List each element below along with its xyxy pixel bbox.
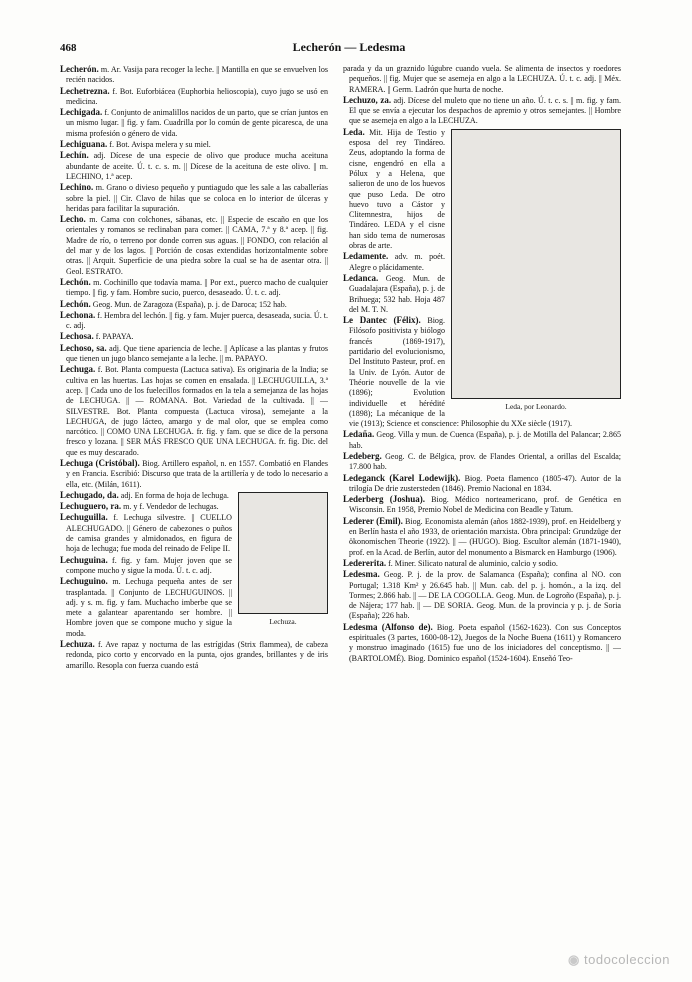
- dictionary-entry: [343, 95, 621, 127]
- entry-definition: adv. m. poét. Alegre o plácidamente.: [349, 252, 445, 272]
- entry-headword: Lechetrezna.: [60, 85, 110, 96]
- leda-illustration-image: [451, 129, 621, 399]
- watermark-icon: ◉: [568, 952, 584, 967]
- entry-definition: Biog. Médico norteamericano, prof. de Genética en Wisconsin. En 1958, Premio Nobel de Medicina con Beadle y Tatum.: [349, 495, 621, 515]
- entry-headword: Lechona.: [60, 309, 96, 320]
- entry-headword: Lechino.: [60, 182, 94, 193]
- dictionary-entry: [60, 214, 328, 277]
- entry-definition: f. Bot. Planta compuesta (Lactuca sativa). Es originaria de la India; se cultiva en las huertas. Las hojas se comen en ensalada. || LECHUGUILLA, 3.ª acep. || Cada uno de los fuelecillos formados en la tela a semejanza de las hojas de LECHUGA. || — ROMANA. Bot. Variedad de la cultivada. || — SILVESTRE. Bot. Planta compuesta (Lactuca virosa), semejante a la LECHUGA, de jugo lácteo, amargo y de mal olor, que se emplea como narcótico. || COMO UNA LECHUGA. fr. fig. y fam. que se dice de la persona fresco y lozana. || SER MÁS FRESCO QUE UNA LECHUGA. fr. fig. Dic. del que es muy descarado.: [66, 365, 328, 457]
- dictionary-entry: [343, 516, 621, 558]
- dictionary-entry: [60, 310, 328, 332]
- dictionary-entry: [60, 299, 328, 310]
- entry-definition: Geog. P. j. de la prov. de Salamanca (España); confina al NO. con Portugal; 1.318 Km² y 26.645 hab. || Mun. cab. del p. j. homón., a la izq. del Tormes; 2.866 hab. || — DE LA COGOLLA. Geog. Mun. de Logroño (España), p. j. de Nájera; 177 hab. || — DE SORIA. Geog. Mun. de la provincia y p. j. de Soria (España); 226 hab.: [349, 570, 621, 621]
- entry-definition: m. Cochinillo que todavía mama. || Por ext., puerco macho de cualquier tiempo. || fig. y fam. Hombre sucio, puerco, desaseado. Ú. t. c. adj.: [66, 277, 328, 298]
- entry-definition: Biog. Economista alemán (años 1882-1939), prof. en Heidelberg y en Berlín hasta el año 1933, de orientación marxista. Obra principal: Grundzüge der ökonomischen Theorie (1922). || — (HUGO). Biog. Escultor alemán (1871-1940), prof. en la Acad. de Berlín, autor del monumento a Bismarck en Hamburgo (1906).: [349, 516, 621, 557]
- entry-definition: f. Conjunto de animalillos nacidos de un parto, que se crían juntos en un mismo lugar. || fig. y fam. Cuadrilla por lo común de gente picaresca, de una misma profesión o género de vida.: [66, 108, 328, 138]
- entry-headword: Lechuza.: [60, 639, 95, 650]
- owl-illustration-caption: Lechuza.: [269, 616, 297, 626]
- owl-illustration-image: [238, 492, 328, 614]
- entry-definition: m. Cama con colchones, sábanas, etc. || Especie de escaño en que los orientales y romanos se reclinaban para comer. || CAMA, 7.ª y 8.ª acep. || fig. Madre de río, o terreno por donde corren sus aguas. || FONDO, con relación al del mar y de los lagos. || Porción de cosas extendidas horizontalmente sobre otras. || Arquit. Superficie de una piedra sobre la cual se ha de asentar otra. || Geol. ESTRATO.: [66, 215, 328, 276]
- entry-headword: Ledererita.: [343, 557, 387, 568]
- entry-definition: f. Bot. Euforbiácea (Euphorbia helioscopia), cuyo jugo se usó en medicina.: [66, 86, 328, 106]
- entry-definition: f. Ave rapaz y nocturna de las estrígidas (Strix flammea), de cabeza redonda, pico corto y encorvado en la punta, ojos grandes, brillantes y de iris amarillo. Resopla con fuerza cuando está: [66, 640, 328, 670]
- entry-headword: Lechín.: [60, 150, 89, 161]
- dictionary-entry: [60, 150, 328, 182]
- entry-definition: adj. Dícese de una especie de olivo que produce mucha aceituna abundante de aceite. Ú. t. c. s. m. || Dícese de la aceituna de este olivo. || m. LECHINO, 1.ª acep.: [66, 151, 328, 181]
- leda-illustration: [451, 129, 621, 412]
- entry-definition: adj. En forma de hoja de lechuga.: [120, 490, 229, 500]
- entry-headword: Lechuga (Cristóbal).: [60, 457, 140, 468]
- entry-definition: Biog. Poeta español (1562-1623). Con sus Conceptos espirituales (3 partes, 1600-08-12), Juegos de la Noche Buena (1611) y Romancero y monstruo imaginado (1615) fue uno de los iniciadores del conceptismo. || — (BARTOLOMÉ). Biog. Dominico español (1524-1604). Enseñó Teo-: [349, 622, 621, 663]
- entry-definition: m. Grano o divieso pequeño y puntiagudo que les sale a las caballerías sobre la piel. || Cir. Clavo de hilas que se coloca en lo interior de úlceras y heridas para facilitar la supuración.: [66, 183, 328, 213]
- dictionary-entry: [343, 64, 621, 95]
- entry-headword: Ledeberg.: [343, 450, 382, 461]
- entry-definition: m. Lechuga pequeña antes de ser trasplantada. || Conjunto de LECHUGUINOS. || adj. y s. m. fig. y fam. Muchacho imberbe que se mete a galantear aparentando ser hombre. || Hombre joven que se compone mucho y sigue la moda.: [66, 577, 232, 638]
- entry-headword: Ledamente.: [343, 251, 389, 262]
- dictionary-entry: [343, 558, 621, 569]
- entry-definition: f. Lechuga silvestre. || CUELLO ALECHUGADO. || Género de cabezones o puños de camisa grandes y almidonados, en figura de hoja de lechuga; fue moda del reinado de Felipe II.: [66, 513, 232, 554]
- dictionary-entry: [60, 64, 328, 86]
- entry-headword: Ledesma (Alfonso de).: [343, 621, 433, 632]
- entry-definition: f. Miner. Silicato natural de aluminio, calcio y sodio.: [388, 558, 558, 568]
- entry-headword: Lecherón.: [60, 64, 99, 74]
- entry-headword: Lechón.: [60, 276, 91, 287]
- dictionary-entry: [343, 473, 621, 495]
- dictionary-entry: [60, 639, 328, 671]
- entry-headword: Lechiguana.: [60, 139, 108, 150]
- entry-headword: Lechuguina.: [60, 554, 108, 565]
- dictionary-entry: [343, 429, 621, 451]
- right-column: [343, 64, 621, 886]
- entry-headword: Lederer (Emil).: [343, 515, 403, 526]
- page-header: [60, 40, 638, 56]
- entry-definition: Biog. Poeta flamenco (1805-47). Autor de la trilogía De drie zustersteden (1846). Premio Nacional en 1834.: [349, 473, 621, 493]
- entry-headword: Lederberg (Joshua).: [343, 494, 426, 505]
- entry-headword: Ledesma.: [343, 569, 380, 580]
- watermark-logo: ◉ todocoleccion: [568, 952, 670, 967]
- entry-headword: Lechuga.: [60, 364, 96, 375]
- dictionary-entry: [343, 494, 621, 516]
- dictionary-entry: [60, 86, 328, 108]
- dictionary-entry: [60, 107, 328, 139]
- left-column: [60, 64, 328, 886]
- entry-definition: f. PAPAYA.: [95, 332, 134, 342]
- dictionary-entry: [60, 331, 328, 342]
- entry-definition: f. fig. y fam. Mujer joven que se compone mucho y sigue la moda. Ú. t. c. adj.: [66, 555, 232, 575]
- dictionary-entry: [60, 458, 328, 490]
- entry-headword: Lechugado, da.: [60, 489, 119, 500]
- running-head: Lecherón — Ledesma: [292, 40, 406, 54]
- dictionary-entry: [343, 569, 621, 621]
- entry-headword: Lechuguero, ra.: [60, 501, 122, 512]
- entry-headword: Leda.: [343, 126, 365, 137]
- entry-headword: Lechoso, sa.: [60, 342, 107, 353]
- entry-definition: f. Hembra del lechón. || fig. y fam. Mujer puerca, desaseada, sucia. Ú. t. c. adj.: [66, 310, 328, 331]
- owl-illustration: [238, 492, 328, 627]
- entry-definition: f. Bot. Avispa melera y su miel.: [109, 140, 211, 150]
- dictionary-entry: [60, 343, 328, 365]
- entry-definition: Geog. Mun. de Zaragoza (España), p. j. de Daroca; 152 hab.: [92, 299, 287, 309]
- entry-headword: Lechigada.: [60, 107, 103, 118]
- dictionary-entry: [60, 364, 328, 458]
- entry-definition: m. Ar. Vasija para recoger la leche. || Mantilla en que se envuelven los recién nacidos.: [66, 65, 328, 85]
- entry-headword: Ledeganck (Karel Lodewijk).: [343, 472, 461, 483]
- dictionary-entry: [60, 277, 328, 299]
- dictionary-entry: [343, 451, 621, 473]
- leda-illustration-caption: Leda, por Leonardo.: [505, 401, 567, 411]
- entry-definition: Biog. Filósofo positivista y biólogo francés (1869-1917), partidario del evolucionismo, Del Instituto Pasteur, prof. en la Univ. de Lyón. Autor de Théorie nouvelle de la vie (1896); Evolution individuelle et hérédité (1898); La mécanique de la vie (1913); Science et conscience: Philosophie du XXe siècle (1917).: [349, 316, 573, 429]
- entry-definition: Geog. Mun. de Guadalajara (España), p. j. de Brihuega; 532 hab. Hoja 487 del M. T. N.: [349, 273, 445, 314]
- entry-headword: Le Dantec (Félix).: [343, 315, 421, 326]
- entry-headword: Lechosa.: [60, 331, 94, 342]
- entry-headword: Lechuguilla.: [60, 512, 108, 523]
- entry-definition: Biog. Artillero español, n. en 1557. Combatió en Flandes y en Francia. Escribió: Discurso que trata de la artillería y de todo lo necesario a ella, etc. (Milán, 1611).: [66, 458, 328, 489]
- entry-definition: adj. Que tiene apariencia de leche. || Aplícase a las plantas y frutos que tienen un jugo blanco semejante a la leche. || m. PAPAYO.: [66, 343, 328, 364]
- entry-definition: adj. Dícese del muleto que no tiene un año. Ú. t. c. s. || m. fig. y fam. El que se envía a ejecutar los despachos de apremio y otros semejantes. || Hombre que se asemeja en algo a la LECHUZA.: [349, 95, 621, 126]
- entry-headword: Lechuzo, za.: [343, 94, 392, 105]
- entry-definition: parada y da un graznido lúgubre cuando vuela. Se alimenta de insectos y roedores pequeños. || fig. Mujer que se asemeja en algo a la LECHUZA. Ú. t. c. adj. || Méx. RAMERA. || Germ. Ladrón que hurta de noche.: [343, 64, 621, 94]
- entry-definition: Mit. Hija de Testio y esposa del rey Tindáreo. Zeus, adoptando la forma de cisne, engendró en ella a Pólux y a Helena, que salieron de uno de los huevos que puso Leda. De otro huevo tuvo a Cástor y Clitemnestra, hijos de Tindáreo. LEDA y el cisne han sido tema de numerosas obras de arte.: [349, 127, 445, 251]
- entry-definition: m. y f. Vendedor de lechugas.: [123, 502, 219, 512]
- page-number: 468: [60, 42, 77, 54]
- entry-headword: Lechuguino.: [60, 576, 108, 587]
- dictionary-entry: [60, 139, 328, 150]
- entry-headword: Lechón.: [60, 298, 91, 309]
- entry-definition: Geog. Villa y mun. de Cuenca (España), p. j. de Motilla del Palancar; 2.865 hab.: [349, 430, 621, 450]
- entry-headword: Lecho.: [60, 214, 86, 225]
- entry-headword: Ledanca.: [343, 272, 379, 283]
- entry-definition: Geog. C. de Bélgica, prov. de Flandes Oriental, a orillas del Escalda; 17.800 hab.: [349, 451, 621, 472]
- entry-headword: Ledaña.: [343, 429, 375, 440]
- dictionary-entry: [60, 182, 328, 214]
- dictionary-entry: [343, 622, 621, 664]
